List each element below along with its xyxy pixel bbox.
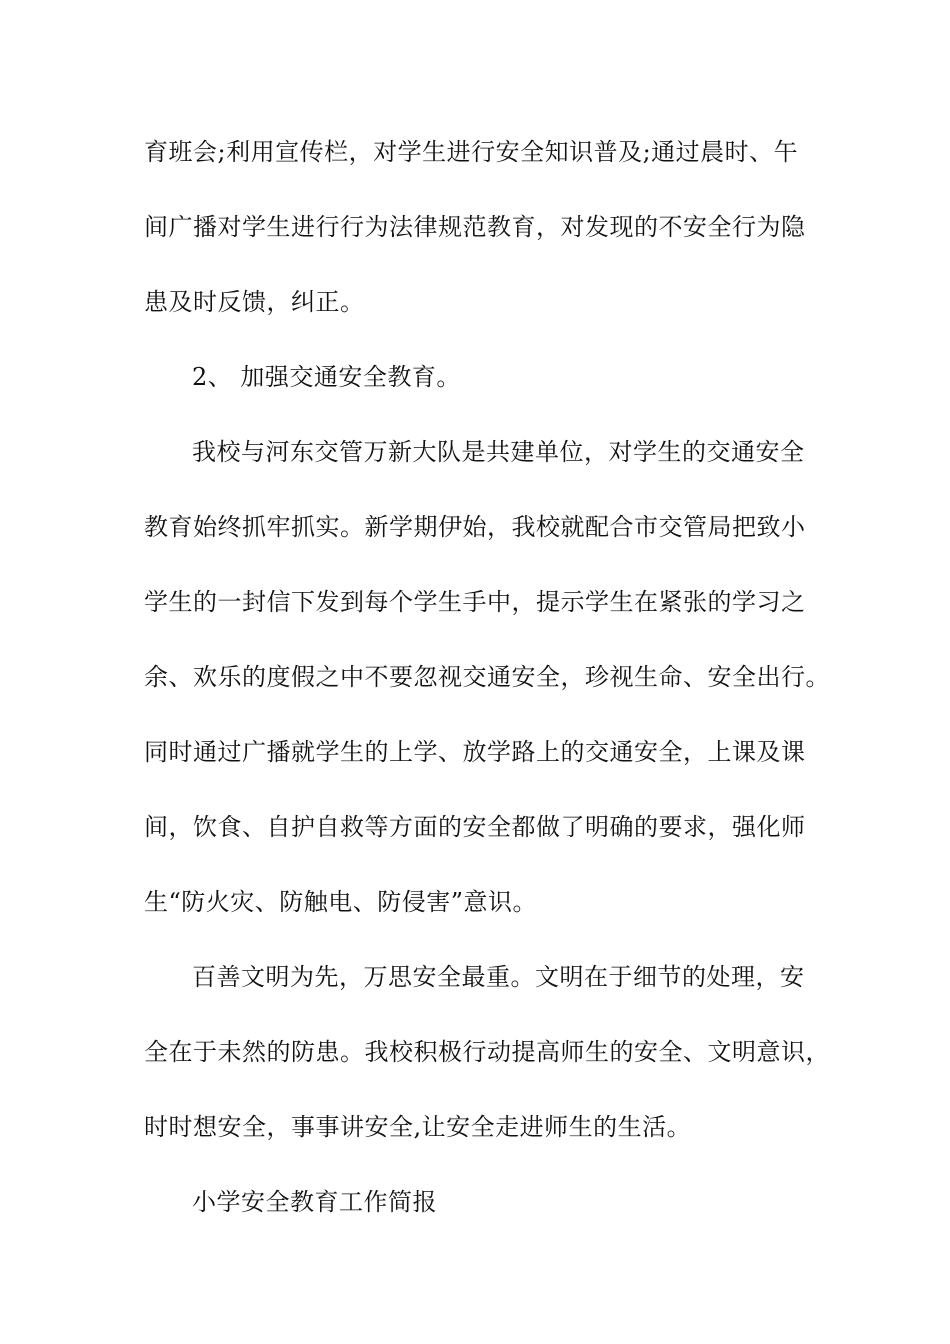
text-line: 全在于未然的防患。我校积极行动提高师生的安全、文明意识， xyxy=(144,1038,830,1066)
text-line: 时时想安全，事事讲安全,让安全走进师生的生活。 xyxy=(144,1113,692,1141)
text-line: 余、欢乐的度假之中不要忽视交通安全，珍视生命、安全出行。 xyxy=(144,663,830,691)
text-line: 我校与河东交管万新大队是共建单位，对学生的交通安全 xyxy=(192,438,805,466)
text-line: 育班会;利用宣传栏，对学生进行安全知识普及;通过晨时、午 xyxy=(144,138,799,166)
section-heading: 2、 加强交通安全教育。 xyxy=(192,363,461,391)
text-line: 学生的一封信下发到每个学生手中，提示学生在紧张的学习之 xyxy=(144,588,806,616)
text-line: 百善文明为先，万思安全最重。文明在于细节的处理，安 xyxy=(192,963,805,991)
text-line: 间，饮食、自护自救等方面的安全都做了明确的要求，强化师 xyxy=(144,813,806,841)
text-line: 患及时反馈，纠正。 xyxy=(144,288,365,316)
text-line: 间广播对学生进行行为法律规范教育，对发现的不安全行为隐 xyxy=(144,213,806,241)
text-line: 生“防火灾、防触电、防侵害”意识。 xyxy=(144,888,538,916)
text-line: 教育始终抓牢抓实。新学期伊始，我校就配合市交管局把致小 xyxy=(144,513,806,541)
text-line: 同时通过广播就学生的上学、放学路上的交通安全，上课及课 xyxy=(144,738,806,766)
document-title: 小学安全教育工作简报 xyxy=(192,1188,437,1216)
